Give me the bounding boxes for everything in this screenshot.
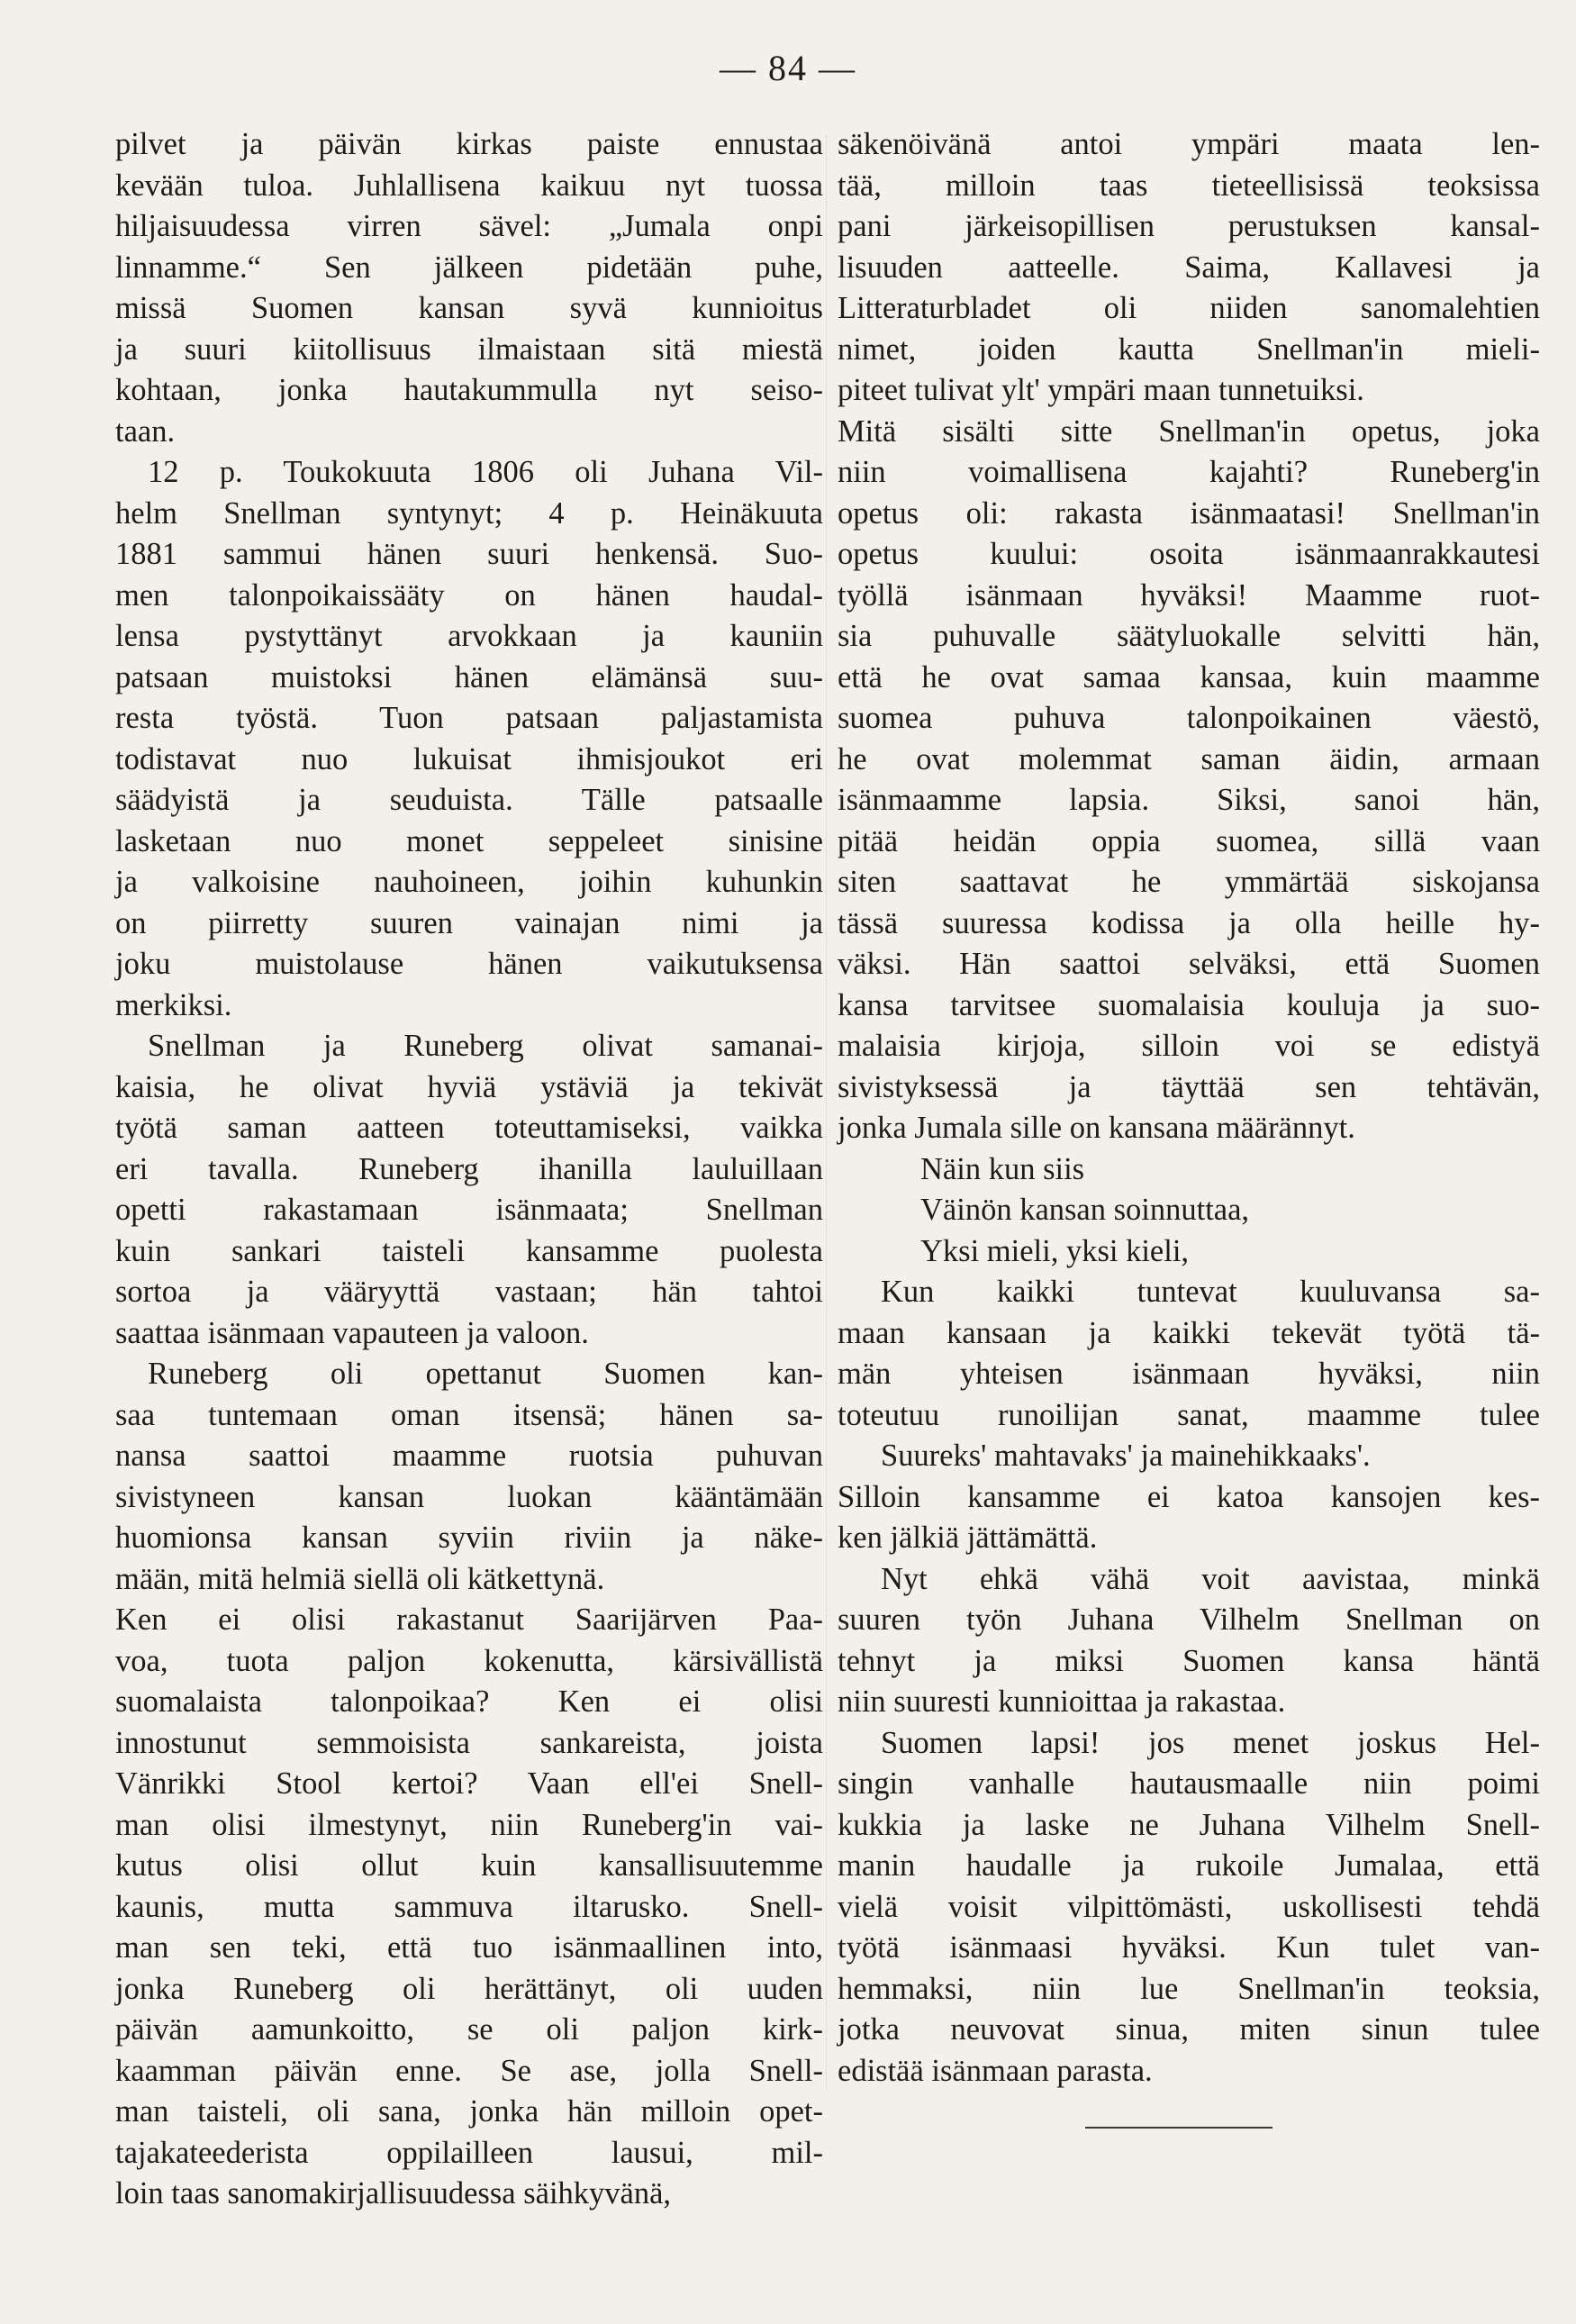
text-line: patsaan muistoksi hänen elämänsä suu-: [115, 659, 823, 694]
text-line: sivistyneen kansan luokan kääntämään: [115, 1479, 823, 1514]
text-line: kuin sankari taisteli kansamme puolesta: [115, 1233, 823, 1268]
text-line: kaamman päivän enne. Se ase, jolla Snell-: [115, 2053, 823, 2088]
text-line: saa tuntemaan oman itsensä; hänen sa-: [115, 1397, 823, 1432]
text-line: malaisia kirjoja, silloin voi se edistyä: [838, 1029, 1540, 1063]
text-line: niin suuresti kunnioittaa ja rakastaa.: [838, 1684, 1286, 1719]
text-line: työtä saman aatteen toteuttamiseksi, vaikka: [115, 1111, 823, 1145]
text-line: piteet tulivat ylt' ympäri maan tunnetuiksi.: [838, 373, 1364, 407]
text-line: päivän aamunkoitto, se oli paljon kirk-: [115, 2012, 823, 2047]
text-line: kukkia ja laske ne Juhana Vilhelm Snell-: [838, 1807, 1540, 1842]
text-line: edistää isänmaan parasta.: [838, 2053, 1153, 2088]
text-line: innostunut semmoisista sankareista, joista: [115, 1725, 823, 1760]
text-line: man olisi ilmestynyt, niin Runeberg'in vai-: [115, 1807, 823, 1842]
text-line: taan.: [115, 413, 176, 449]
text-line: Vänrikki Stool kertoi? Vaan ell'ei Snell-: [115, 1766, 823, 1801]
text-line: kaisia, he olivat hyviä ystäviä ja tekivät: [115, 1069, 823, 1104]
text-line: kaunis, mutta sammuva iltarusko. Snell-: [115, 1889, 823, 1924]
text-line: isänmaamme lapsia. Siksi, sanoi hän,: [838, 783, 1540, 817]
text-line: nimet, joiden kautta Snellman'in mieli-: [838, 331, 1540, 367]
text-line: suuren työn Juhana Vilhelm Snellman on: [838, 1602, 1540, 1637]
text-line: resta työstä. Tuon patsaan paljastamista: [115, 701, 823, 735]
text-line: opetus kuului: osoita isänmaanrakkautesi: [838, 537, 1540, 571]
text-line: lasketaan nuo monet seppeleet sinisine: [115, 823, 823, 858]
text-line: Yksi mieli, yksi kieli,: [920, 1233, 1190, 1268]
text-line: suomalaista talonpoikaa? Ken ei olisi: [115, 1684, 823, 1719]
text-line: mään, mitä helmiä siellä oli kätkettynä.: [115, 1561, 605, 1596]
page-number: — 84 —: [720, 48, 856, 88]
text-line: Ken ei olisi rakastanut Saarijärven Paa-: [115, 1602, 823, 1637]
text-line: on piirretty suuren vainajan nimi ja: [115, 905, 823, 940]
text-line: Silloin kansamme ei katoa kansojen kes-: [838, 1479, 1540, 1514]
text-line: Runeberg oli opettanut Suomen kan-: [148, 1357, 823, 1391]
text-line: jonka Runeberg oli herättänyt, oli uuden: [115, 1971, 823, 2006]
text-line: manin haudalle ja rukoile Jumalaa, että: [838, 1848, 1540, 1883]
text-line: opetti rakastamaan isänmaata; Snellman: [115, 1193, 823, 1227]
text-line: huomionsa kansan syviin riviin ja näke-: [115, 1521, 823, 1555]
text-line: Mitä sisälti sitte Snellman'in opetus, joka: [838, 413, 1540, 449]
text-line: missä Suomen kansan syvä kunnioitus: [115, 291, 823, 325]
text-line: kevään tuloa. Juhlallisena kaikuu nyt tuossa: [115, 168, 823, 203]
text-line: Kun kaikki tuntevat kuuluvansa sa-: [881, 1275, 1540, 1309]
text-line: tajakateederista oppilailleen lausui, mil-: [115, 2135, 823, 2170]
text-line: helm Snellman syntynyt; 4 p. Heinäkuuta: [115, 495, 823, 531]
text-line: väksi. Hän saattoi selväksi, että Suomen: [838, 947, 1540, 981]
text-line: kansa tarvitsee suomalaisia kouluja ja suo-: [838, 987, 1540, 1022]
text-line: man sen teki, että tuo isänmaallinen into,: [115, 1930, 823, 1965]
text-line: voa, tuota paljon kokenutta, kärsivällistä: [115, 1643, 823, 1678]
text-line: sortoa ja vääryyttä vastaan; hän tahtoi: [115, 1275, 823, 1309]
text-line: men talonpoikaissääty on hänen haudal-: [115, 577, 823, 613]
text-line: tässä suuressa kodissa ja olla heille hy-: [838, 905, 1540, 940]
text-line: linnamme.“ Sen jälkeen pidetään puhe,: [115, 250, 823, 285]
text-line: Suureks' mahtavaks' ja mainehikkaaks'.: [881, 1439, 1371, 1473]
text-line: pani järkeisopillisen perustuksen kansal-: [838, 209, 1540, 243]
text-line: joku muistolause hänen vaikutuksensa: [115, 947, 823, 981]
text-line: lensa pystyttänyt arvokkaan ja kauniin: [115, 619, 823, 653]
text-line: maan kansaan ja kaikki tekevät työtä tä-: [838, 1315, 1540, 1350]
text-line: hemmaksi, niin lue Snellman'in teoksia,: [838, 1971, 1540, 2006]
text-line: saattaa isänmaan vapauteen ja valoon.: [115, 1315, 589, 1350]
text-line: ken jälkiä jättämättä.: [838, 1521, 1098, 1555]
text-line: ja suuri kiitollisuus ilmaistaan sitä miestä: [115, 331, 823, 367]
text-line: opetus oli: rakasta isänmaatasi! Snellman'in: [838, 495, 1540, 531]
end-rule: [1085, 2127, 1273, 2129]
text-line: tehnyt ja miksi Suomen kansa häntä: [838, 1643, 1540, 1678]
text-line: merkiksi.: [115, 987, 232, 1022]
column-divider: [826, 135, 827, 2090]
text-line: tää, milloin taas tieteellisissä teoksissa: [838, 168, 1540, 203]
text-line: ja valkoisine nauhoineen, joihin kuhunkin: [115, 865, 823, 899]
text-line: Snellman ja Runeberg olivat samanai-: [148, 1029, 823, 1063]
text-line: säädyistä ja seuduista. Tälle patsaalle: [115, 783, 823, 817]
text-line: hiljaisuudessa virren sävel: „Jumala onpi: [115, 209, 823, 243]
text-line: suomea puhuva talonpoikainen väestö,: [838, 701, 1540, 735]
text-line: Nyt ehkä vähä voit aavistaa, minkä: [881, 1561, 1540, 1596]
text-line: sivistyksessä ja täyttää sen tehtävän,: [838, 1069, 1540, 1104]
text-line: pilvet ja päivän kirkas paiste ennustaa: [115, 127, 823, 161]
text-line: vielä voisit vilpittömästi, uskollisesti tehdä: [838, 1889, 1540, 1924]
text-line: pitää heidän oppia suomea, sillä vaan: [838, 823, 1540, 858]
text-line: Näin kun siis: [920, 1151, 1085, 1186]
text-line: singin vanhalle hautausmaalle niin poimi: [838, 1766, 1540, 1801]
text-line: loin taas sanomakirjallisuudessa säihkyvänä,: [115, 2176, 672, 2211]
right-text-column: [838, 124, 1540, 2092]
text-line: toteutuu runoilijan sanat, maamme tulee: [838, 1397, 1540, 1432]
text-line: eri tavalla. Runeberg ihanilla lauluillaan: [115, 1151, 823, 1186]
text-line: niin voimallisena kajahti? Runeberg'in: [838, 455, 1540, 489]
text-line: säkenöivänä antoi ympäri maata len-: [838, 127, 1540, 161]
text-line: Väinön kansan soinnuttaa,: [920, 1193, 1250, 1227]
text-line: kohtaan, jonka hautakummulla nyt seiso-: [115, 373, 823, 407]
text-line: todistavat nuo lukuisat ihmisjoukot eri: [115, 741, 823, 776]
text-line: jonka Jumala sille on kansana määrännyt.: [838, 1111, 1355, 1145]
text-line: man taisteli, oli sana, jonka hän milloin opet-: [115, 2094, 823, 2129]
text-line: jotka neuvovat sinua, miten sinun tulee: [838, 2012, 1540, 2047]
text-line: 12 p. Toukokuuta 1806 oli Juhana Vil-: [148, 455, 823, 489]
text-line: män yhteisen isänmaan hyväksi, niin: [838, 1357, 1540, 1391]
text-line: Suomen lapsi! jos menet joskus Hel-: [881, 1725, 1540, 1760]
left-text-column: [115, 124, 823, 2215]
text-line: Litteraturbladet oli niiden sanomalehtien: [838, 291, 1540, 325]
text-line: nansa saattoi maamme ruotsia puhuvan: [115, 1439, 823, 1473]
text-line: työllä isänmaan hyväksi! Maamme ruot-: [838, 577, 1540, 613]
text-line: siten saattavat he ymmärtää siskojansa: [838, 865, 1540, 899]
text-line: he ovat molemmat saman äidin, armaan: [838, 741, 1540, 776]
text-line: työtä isänmaasi hyväksi. Kun tulet van-: [838, 1930, 1540, 1965]
text-line: 1881 sammui hänen suuri henkensä. Suo-: [115, 537, 823, 571]
text-line: kutus olisi ollut kuin kansallisuutemme: [115, 1848, 823, 1883]
text-line: sia puhuvalle säätyluokalle selvitti hän,: [838, 619, 1540, 653]
text-line: että he ovat samaa kansaa, kuin maamme: [838, 659, 1540, 694]
text-line: lisuuden aatteelle. Saima, Kallavesi ja: [838, 250, 1540, 285]
